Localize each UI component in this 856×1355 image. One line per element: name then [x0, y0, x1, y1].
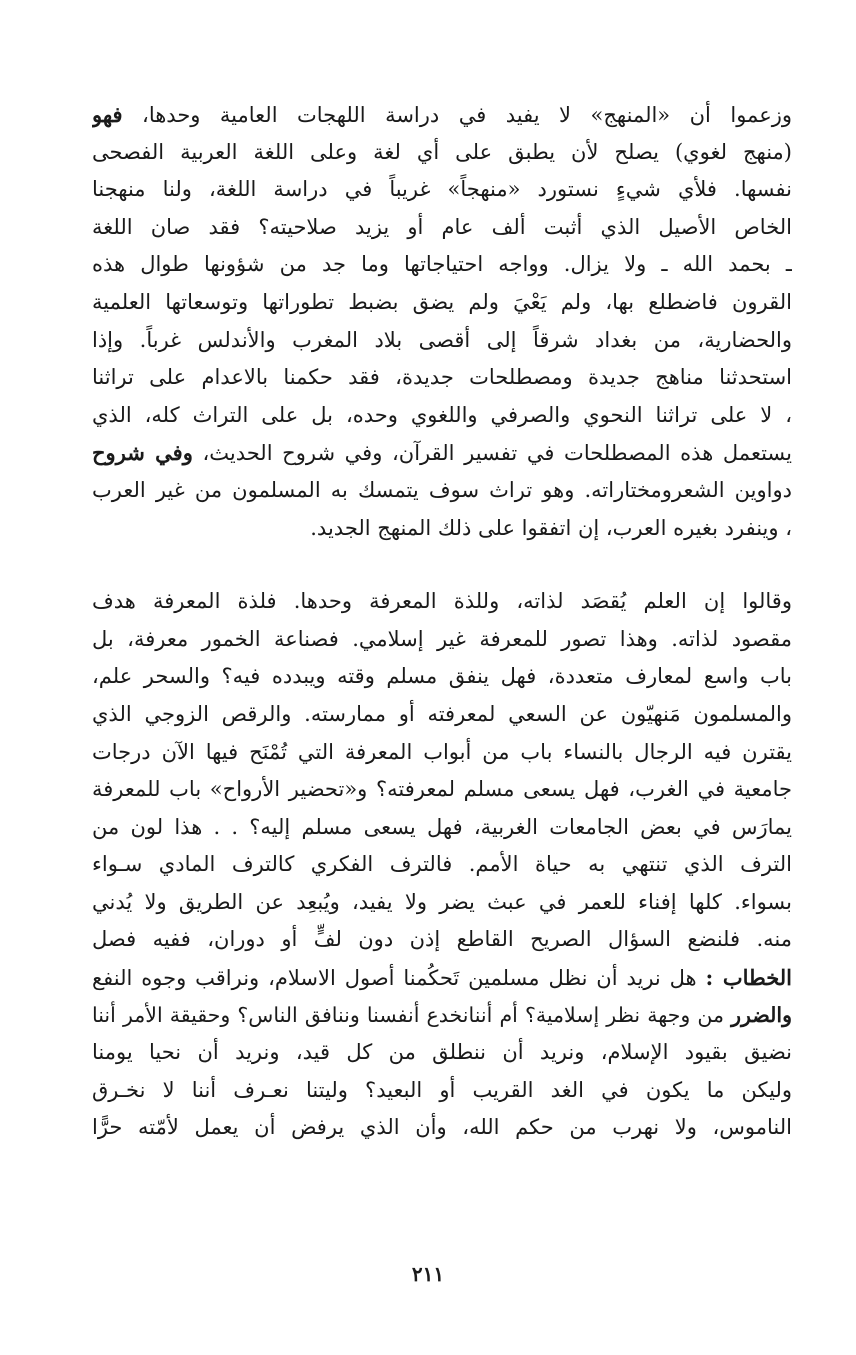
- text-line: ـ بحمد الله ـ ولا يزال. وواجه احتياجاتها وما جد من شؤونها طوال هذه: [92, 252, 792, 277]
- text-line: مقصود لذاته. وهذا تصور للمعرفة غير إسلامي. فصناعة الخمور معرفة، بل: [92, 626, 792, 651]
- text-line: جامعية في الغرب، فهل يسعى مسلم لمعرفته؟ و«تحضير الأرواح» باب للمعرفة: [92, 777, 792, 802]
- text-line: الخطاب : هل نريد أن نظل مسلمين تَحكُمنا أصول الاسلام، ونراقب وجوه النفع: [92, 965, 792, 991]
- text-line: ، لا على تراثنا النحوي والصرفي واللغوي وحده، بل على التراث كله، الذي: [92, 402, 792, 427]
- text-line: والحضارية، من بغداد شرقاً إلى أقصى بلاد المغرب والأندلس غرباً. وإذا: [92, 327, 792, 352]
- paragraph-spacer: [92, 547, 792, 583]
- text-line: دواوين الشعرومختاراته. وهو تراث سوف يتمسك به المسلمون من غير العرب: [92, 477, 792, 502]
- text-line: والضرر من وجهة نظر إسلامية؟ أم أننانخدع أنفسنا وننافق الناس؟ وحقيقة الأمر أننا: [92, 1002, 792, 1027]
- page-number: ٢١١: [411, 1262, 445, 1286]
- text-line: يقترن فيه الرجال بالنساء باب من أبواب المعرفة التي تُمْنَح فيها الآن درجات: [92, 739, 792, 764]
- paragraph-2: [92, 583, 792, 1147]
- text-line: نفسها. فلأي شيءٍ نستورد «منهجاً» غريباً في دراسة اللغة، ولنا منهجنا: [92, 177, 792, 202]
- text-line: نضيق بقيود الإسلام، ونريد أن ننطلق من كل قيد، ونريد أن نحيا يومنا: [92, 1040, 792, 1065]
- text-line: وليكن ما يكون في الغد القريب أو البعيد؟ وليتنا نعـرف أننا لا نخـرق: [92, 1077, 792, 1102]
- book-page: [92, 96, 792, 1147]
- paragraph-1: [92, 96, 792, 547]
- text-line: القرون فاضطلع بها، ولم يَعْيَ ولم يضق بضبط تطوراتها وتوسعاتها العلمية: [92, 289, 792, 314]
- text-line: وزعموا أن «المنهج» لا يفيد في دراسة اللهجات العامية وحدها، فهو: [92, 102, 792, 127]
- text-line: منه. فلنضع السؤال الصريح القاطع إذن دون لفٍّ أو دوران، ففيه فصل: [92, 927, 792, 952]
- text-line: الخاص الأصيل الذي أثبت ألف عام أو يزيد صلاحيته؟ فقد صان اللغة: [92, 214, 792, 239]
- text-line: والمسلمون مَنهيّون عن السعي لمعرفته أو ممارسته. والرقص الزوجي الذي: [92, 701, 792, 726]
- text-line: الناموس، ولا نهرب من حكم الله، وأن الذي يرفض أن يعمل لأمّته حرًّا: [92, 1115, 792, 1140]
- text-line: (منهج لغوي) يصلح لأن يطبق على أي لغة وعلى اللغة العربية الفصحى: [92, 139, 792, 164]
- text-line: وقالوا إن العلم يُقصَد لذاته، وللذة المعرفة وحدها. فلذة المعرفة هدف: [92, 589, 792, 614]
- text-line: الترف الذي تنتهي به حياة الأمم. فالترف الفكري كالترف المادي سـواء: [92, 852, 792, 877]
- text-line: بسواء. كلها إفناء للعمر في عبث يضر ولا يفيد، ويُبعِد عن الطريق ولا يُدني: [92, 889, 792, 914]
- text-line: يمارَس في بعض الجامعات الغربية، فهل يسعى مسلم إليه؟ . . هذا لون من: [92, 814, 792, 839]
- text-line: استحدثنا مناهج جديدة ومصطلحات جديدة، فقد حكمنا بالاعدام على تراثنا: [92, 365, 792, 390]
- text-line: يستعمل هذه المصطلحات في تفسير القرآن، وفي شروح الحديث، وفي شروح: [92, 440, 792, 466]
- text-line: باب واسع لمعارف متعددة، فهل ينفق مسلم وقته ويبدده فيه؟ والسحر علم،: [92, 664, 792, 689]
- text-line: ، وينفرد بغيره العرب، إن اتفقوا على ذلك المنهج الجديد.: [310, 515, 792, 540]
